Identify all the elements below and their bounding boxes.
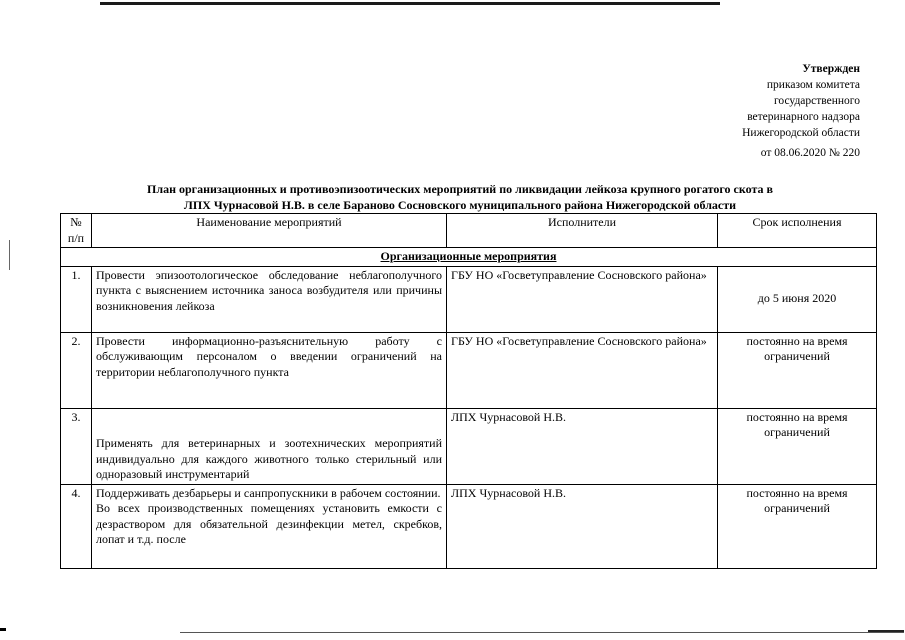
table-row [61,266,877,332]
table-row [61,408,877,484]
approval-heading: Утвержден [802,63,860,75]
approval-date: от 08.06.2020 № 220 [760,147,860,159]
section-title-text: Организационные мероприятия [380,249,557,263]
row-term: до 5 июня 2020 [718,266,877,332]
row-term: постоянно на время ограничений [718,408,877,484]
row-name-continued: Во всех производственных помещениях установить емкости с дезраствором для обязательной дезинфекции метел, скребков, лопат и т.д. после [96,501,442,546]
row-executor: ЛПХ Чурнасовой Н.В. [447,484,718,568]
row-name: Провести эпизоотологическое обследование неблагополучного пункта с выяснением источника заноса возбудителя или причины возникновения лейкоза [92,266,447,332]
row-executor: ЛПХ Чурнасовой Н.В. [447,408,718,484]
row-num: 1. [61,266,92,332]
approval-line: Нижегородской области [742,127,860,139]
document-title [60,181,860,213]
table-header-row [61,214,877,248]
row-name: Провести информационно-разъяснительную работу с обслуживающим персоналом о введении ограничений на территории неблагополучного пункта [92,332,447,408]
approval-block [660,61,860,141]
plan-table [60,213,877,569]
table-row [61,484,877,568]
header-executors: Исполнители [447,214,718,248]
row-name: Применять для ветеринарных и зоотехнических мероприятий индивидуально для каждого животного только стерильный или одноразовый инструментарий [92,408,447,484]
row-executor: ГБУ НО «Госветуправление Сосновского района» [447,332,718,408]
row-name: Поддерживать дезбарьеры и санпропускники в рабочем состоянии. [96,485,441,500]
table-row [61,332,877,408]
section-row [61,248,877,267]
row-num: 2. [61,332,92,408]
section-title [61,248,877,267]
header-num: № п/п [61,214,92,248]
row-term: постоянно на время ограничений [718,332,877,408]
scan-mark [868,630,904,632]
scan-mark [0,628,6,631]
row-executor: ГБУ НО «Госветуправление Сосновского района» [447,266,718,332]
row-name-cell [92,484,447,568]
title-line-2: ЛПХ Чурнасовой Н.В. в селе Бараново Сосновского муниципального района Нижегородской области [183,198,737,212]
scan-bottom-edge [180,632,904,633]
header-name: Наименование мероприятий [92,214,447,248]
row-term: постоянно на время ограничений [718,484,877,568]
title-line-1: План организационных и противоэпизоотических мероприятий по ликвидации лейкоза крупного рогатого скота в [147,182,773,196]
approval-line: государственного [774,95,860,107]
header-term: Срок исполнения [718,214,877,248]
approval-line: ветеринарного надзора [747,111,860,123]
row-num: 4. [61,484,92,568]
scan-top-edge [100,2,720,5]
approval-line: приказом комитета [766,79,860,91]
scan-side-mark [9,240,10,270]
row-num: 3. [61,408,92,484]
